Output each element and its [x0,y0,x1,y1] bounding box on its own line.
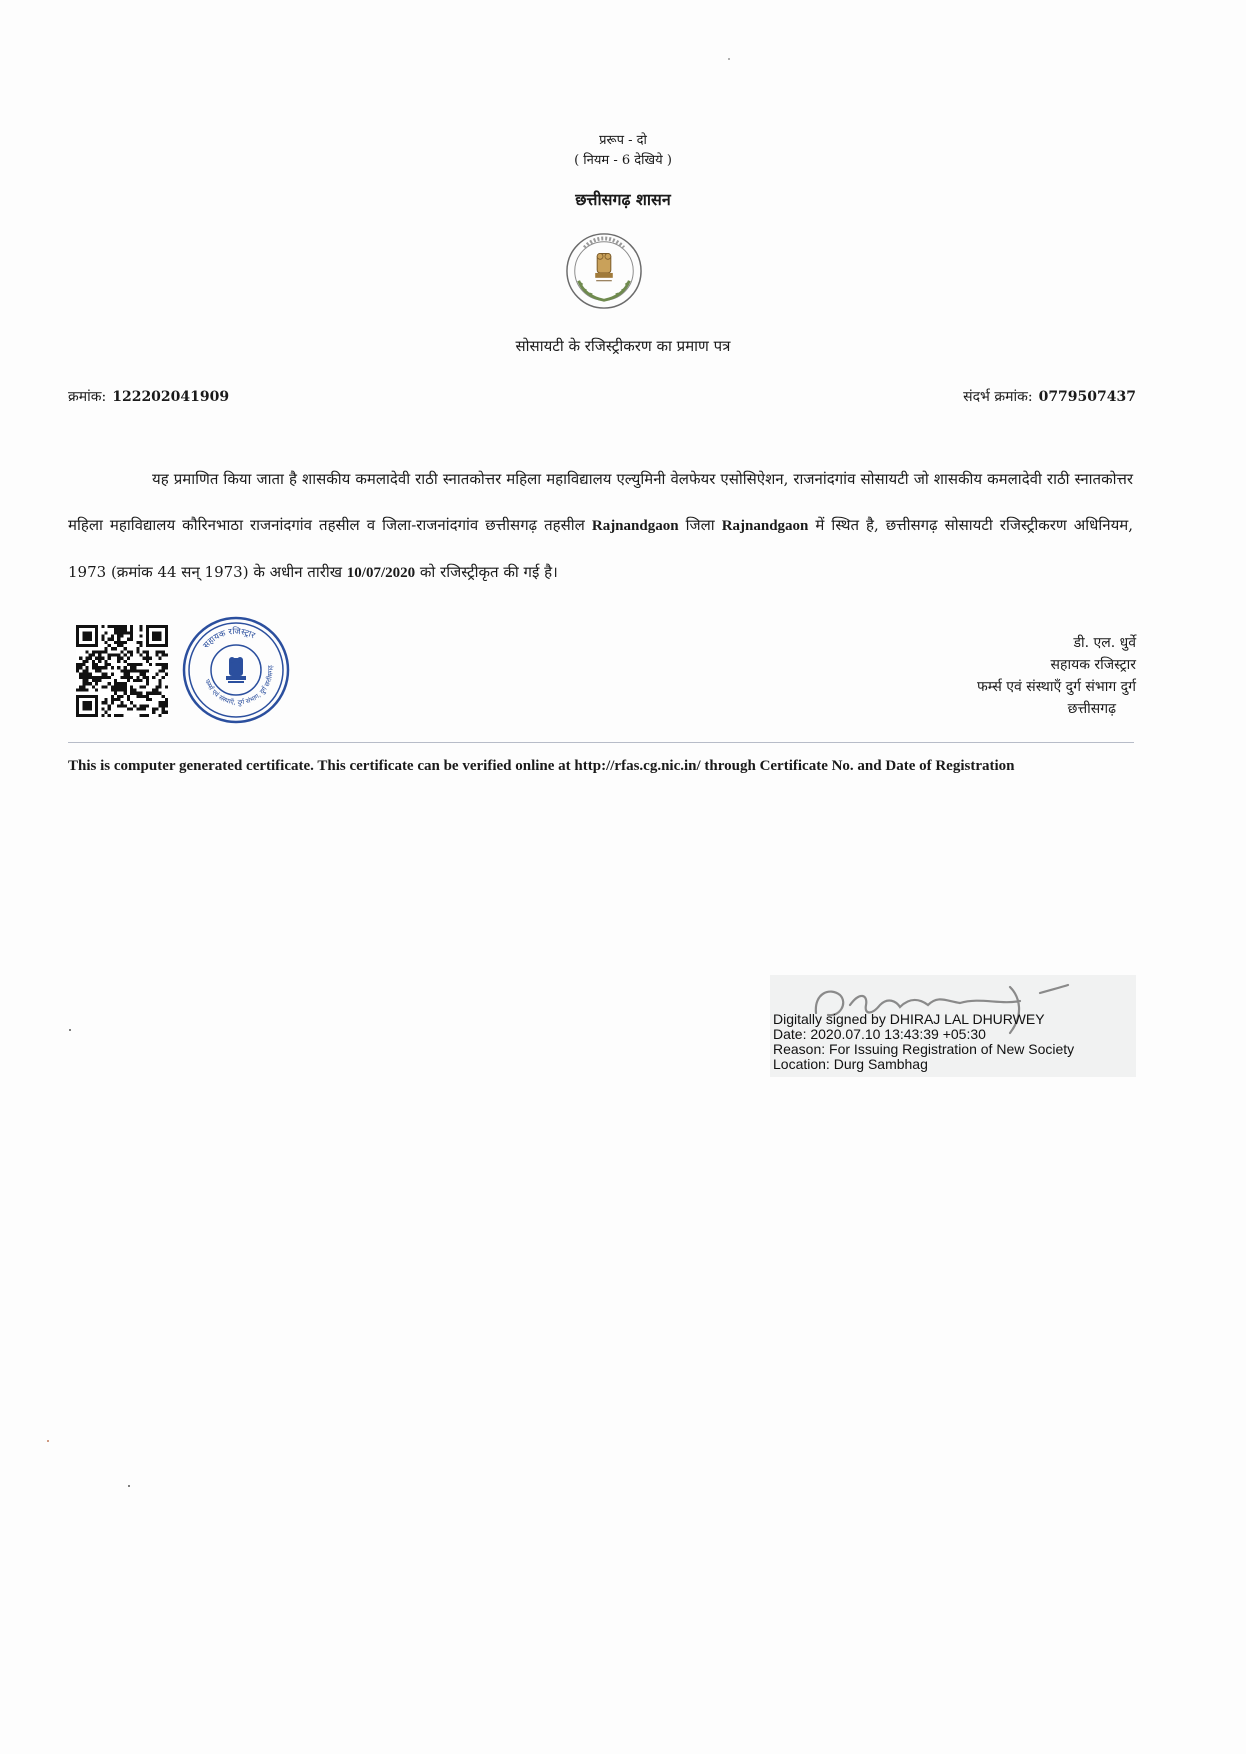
office-seal-icon [180,614,292,726]
scan-speck [69,1029,71,1031]
seal-top-text: सहायक रजिस्ट्रार [201,626,257,651]
body-text-1: यह प्रमाणित किया जाता है शासकीय कमलादेवी राठी स्नातकोत्तर महिला महाविद्यालय एल्युमिनी वेलफेयर एसोसिऐशन, राजनांदगांव सोसायटी जो शासकीय कमलादेवी राठी स्नातकोत्तर महिला महाविद्यालय कौरिनभाठा राजनांदगांव तहसील व जिला-राजनांदगांव छत्तीसगढ़ तहसील [68,470,1133,534]
signatory-name: डी. एल. धुर्वे [1073,635,1136,651]
rule-reference: ( नियम - 6 देखिये ) [574,153,672,168]
svg-text:सहायक रजिस्ट्रार [201,626,256,651]
tehsil-name: Rajnandgaon [591,518,679,534]
seal-ring-text: फर्म्स एवं संस्थाएँ, दुर्ग संभाग, दुर्ग छत्तीसगढ़ [203,664,275,707]
body-text-2: जिला [678,516,722,534]
serial-label: क्रमांक: [68,389,107,405]
scan-speck [128,1485,130,1487]
signatory-block [977,632,1136,720]
reference-number: 0779507437 [1038,389,1136,405]
serial-number-block [68,387,229,406]
scan-speck [47,1440,49,1442]
district-name: Rajnandgaon [721,518,809,534]
verification-note: This is computer generated certificate. This certificate can be verified online at http://rfas.cg.nic.in/ through Certificate No. and Date of Registration [68,758,1015,774]
serial-number: 122202041909 [112,389,230,405]
signature-location: Location: Durg Sambhag [773,1056,928,1072]
scan-speck [728,58,730,60]
certificate-body [68,456,1133,596]
signatory-office: फर्म्स एवं संस्थाएँ दुर्ग संभाग दुर्ग [977,679,1136,695]
government-name: छत्तीसगढ़ शासन [575,190,671,209]
body-text-3: में स्थित है, छत्तीसगढ़ सोसायटी रजिस्ट्रीकरण अधिनियम, 1973 (क्रमांक 44 सन् 1973) के अधीन तारीख [68,516,1134,581]
signatory-designation: सहायक रजिस्ट्रार [1050,657,1136,673]
certificate-title: सोसायटी के रजिस्ट्रीकरण का प्रमाण पत्र [515,337,731,355]
signed-by: Digitally signed by DHIRAJ LAL DHURWEY [773,1011,1045,1027]
registration-date: 10/07/2020 [346,565,416,581]
form-name: प्ररूप - दो [599,133,647,148]
signatory-state: छत्तीसगढ़ [1067,701,1116,717]
reference-number-block [963,387,1136,406]
digital-signature-text [773,1012,1074,1072]
reference-label: संदर्भ क्रमांक: [963,389,1033,405]
signature-date: Date: 2020.07.10 13:43:39 +05:30 [773,1026,986,1042]
state-emblem-icon [565,232,643,310]
qr-code-icon[interactable] [76,625,168,717]
signature-reason: Reason: For Issuing Registration of New Society [773,1041,1075,1057]
body-text-4: को रजिस्ट्रीकृत की गई है। [415,563,558,581]
digital-signature-panel [770,975,1136,1077]
section-divider [68,742,1134,743]
